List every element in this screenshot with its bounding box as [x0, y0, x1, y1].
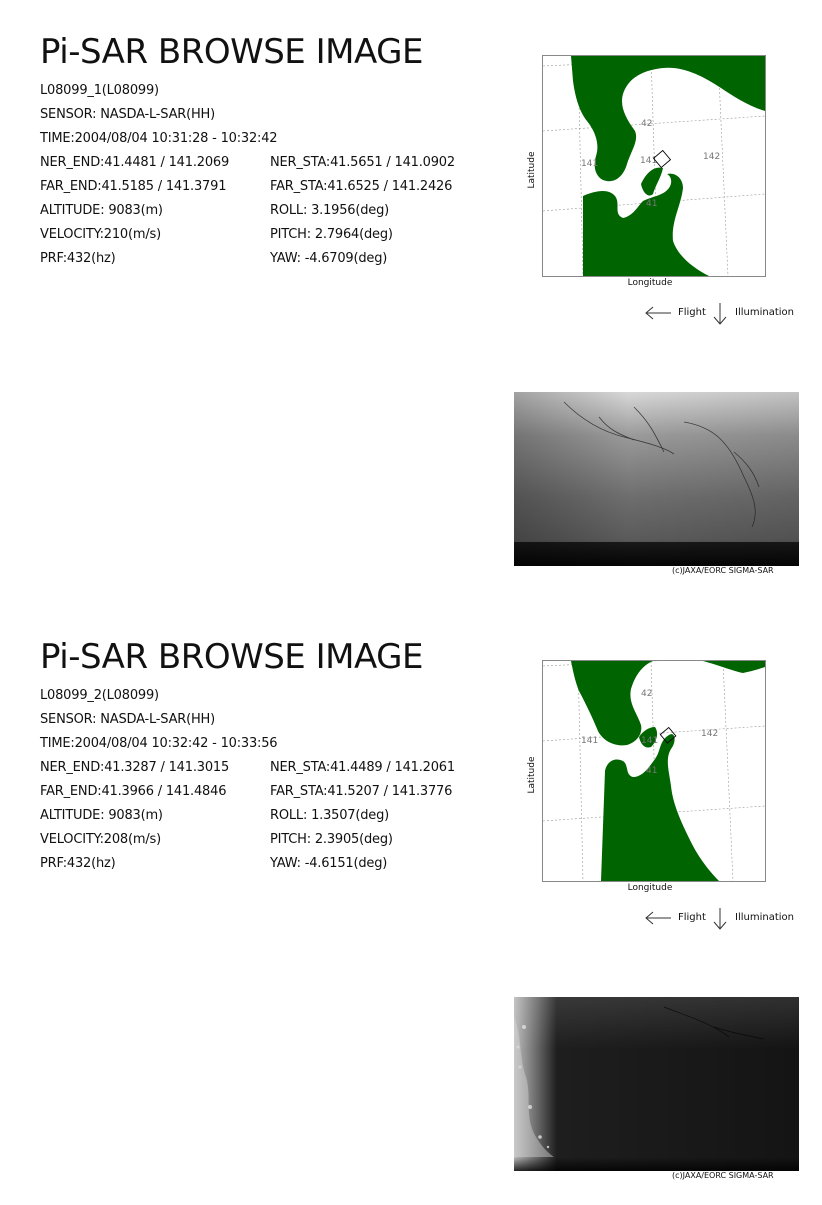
flight-arrow-icon	[644, 306, 672, 320]
altitude-text: ALTITUDE: 9083(m)	[40, 808, 163, 823]
browse-panel-1	[0, 0, 822, 600]
grid-label: 142	[701, 729, 719, 739]
flight-label: Flight	[678, 912, 706, 923]
scene-id: L08099_1(L08099)	[40, 83, 159, 98]
page-title: Pi-SAR BROWSE IMAGE	[40, 637, 423, 677]
longitude-label: Longitude	[627, 883, 673, 893]
yaw-text: YAW: -4.6151(deg)	[270, 856, 388, 871]
flight-arrow-icon	[644, 911, 672, 925]
far-start-coords: FAR_STA:41.6525 / 141.2426	[270, 179, 453, 194]
direction-legend	[644, 302, 804, 326]
grid-label: 141	[581, 159, 599, 169]
land-mass	[571, 661, 653, 745]
pitch-text: PITCH: 2.3905(deg)	[270, 832, 393, 847]
illumination-arrow-icon	[712, 907, 728, 931]
land-mass	[641, 168, 663, 196]
grid-label: 141	[581, 736, 599, 746]
velocity-text: VELOCITY:210(m/s)	[40, 227, 161, 242]
far-end-coords: FAR_END:41.3966 / 141.4846	[40, 784, 227, 799]
browse-panel-2	[0, 605, 822, 1205]
near-end-coords: NER_END:41.3287 / 141.3015	[40, 760, 230, 775]
land-mass	[601, 734, 719, 881]
far-end-coords: FAR_END:41.5185 / 141.3791	[40, 179, 227, 194]
near-start-coords: NER_STA:41.5651 / 141.0902	[270, 155, 455, 170]
page-title: Pi-SAR BROWSE IMAGE	[40, 32, 423, 72]
grid-label: 141	[641, 736, 659, 746]
near-end-coords: NER_END:41.4481 / 141.2069	[40, 155, 230, 170]
grid-label: 42	[641, 119, 653, 129]
illumination-label: Illumination	[735, 307, 794, 318]
latitude-label: Latitude	[527, 756, 537, 794]
flight-label: Flight	[678, 307, 706, 318]
near-start-coords: NER_STA:41.4489 / 141.2061	[270, 760, 455, 775]
roll-text: ROLL: 3.1956(deg)	[270, 203, 389, 218]
location-map	[542, 55, 766, 277]
latitude-label: Latitude	[527, 151, 537, 189]
time-text: TIME:2004/08/04 10:32:42 - 10:33:56	[40, 736, 278, 751]
sar-image	[514, 392, 799, 566]
illumination-arrow-icon	[712, 302, 728, 326]
grid-label: 142	[703, 152, 721, 162]
grid-label: 42	[641, 689, 653, 699]
longitude-label: Longitude	[627, 278, 673, 288]
direction-legend	[644, 907, 804, 931]
altitude-text: ALTITUDE: 9083(m)	[40, 203, 163, 218]
location-map	[542, 660, 766, 882]
scene-id: L08099_2(L08099)	[40, 688, 159, 703]
grid-label: 41	[646, 199, 658, 209]
grid-label: 141	[640, 156, 658, 166]
map-graphic	[543, 56, 765, 276]
yaw-text: YAW: -4.6709(deg)	[270, 251, 388, 266]
sar-image	[514, 997, 799, 1171]
sensor-text: SENSOR: NASDA-L-SAR(HH)	[40, 107, 215, 122]
time-text: TIME:2004/08/04 10:31:28 - 10:32:42	[40, 131, 278, 146]
illumination-label: Illumination	[735, 912, 794, 923]
land-mass	[571, 56, 765, 181]
prf-text: PRF:432(hz)	[40, 856, 116, 871]
prf-text: PRF:432(hz)	[40, 251, 116, 266]
map-graphic	[543, 661, 765, 881]
pitch-text: PITCH: 2.7964(deg)	[270, 227, 393, 242]
sensor-text: SENSOR: NASDA-L-SAR(HH)	[40, 712, 215, 727]
velocity-text: VELOCITY:208(m/s)	[40, 832, 161, 847]
roll-text: ROLL: 1.3507(deg)	[270, 808, 389, 823]
grid-label: 41	[646, 766, 658, 776]
copyright-credit: (c)JAXA/EORC SIGMA-SAR	[672, 566, 774, 575]
copyright-credit: (c)JAXA/EORC SIGMA-SAR	[672, 1171, 774, 1180]
far-start-coords: FAR_STA:41.5207 / 141.3776	[270, 784, 453, 799]
